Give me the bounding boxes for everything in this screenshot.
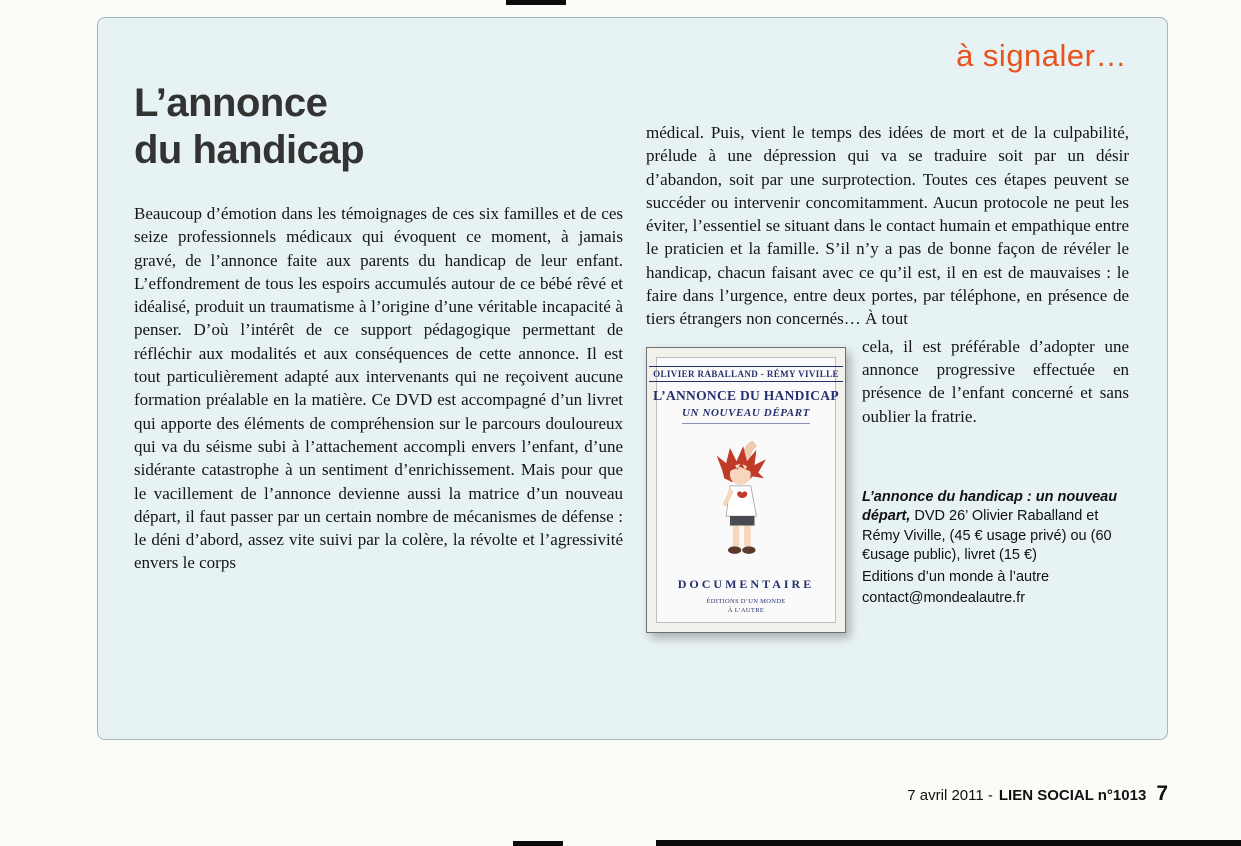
scan-artifact-bottom-left — [513, 841, 563, 846]
dvd-cover-inner — [653, 357, 839, 623]
dvd-authors: OLIVIER RABALLAND - RÉMY VIVILLE — [649, 366, 843, 382]
caption-details: DVD 26’ Olivier Raballand et Rémy Viville, (45 € usage privé) ou (60 €usage public), livret (15 €) — [862, 508, 1112, 564]
right-column — [646, 121, 1129, 633]
dvd-genre: DOCUMENTAIRE — [677, 577, 815, 592]
image-text-wrap — [646, 335, 1129, 633]
dvd-title: L’ANNONCE DU HANDICAP — [653, 387, 839, 403]
left-column — [134, 202, 623, 575]
article-title-line2: du handicap — [134, 128, 365, 173]
section-header: à signaler… — [956, 38, 1127, 73]
dvd-subtitle: UN NOUVEAU DÉPART — [682, 407, 810, 424]
scan-artifact-bottom-right — [656, 840, 1241, 846]
article-panel — [97, 17, 1168, 740]
footer-issue: LIEN SOCIAL n°1013 — [998, 787, 1147, 804]
right-column-text: médical. Puis, vient le temps des idées de mort et de la culpabilité, prélude à une dépression qui va se traduire soit par un désir d’abandon, soit par une surprotection. Toutes ces étapes peuvent se succéder ou intervenir concomitamment. Aucun protocole ne peut les éviter, l’essentiel se situant dans le contact humain et empathique entre le praticien et la famille. S’il n’y a pas de bonne façon de révéler le handicap, chacun faisant avec ce qu’il est, il en est de mauvaises : le faire dans l’urgence, entre deux portes, par téléphone, en présence de tiers étrangers non concernés… À tout — [646, 123, 1129, 329]
page-footer — [907, 782, 1168, 806]
left-column-text: Beaucoup d’émotion dans les témoignages de ces six familles et de ces seize professionnels médicaux qui évoquent ce moment, à jamais gravé, de l’annonce faite aux parents du handicap de leur enfant. L’effondrement de tous les espoirs accumulés autour de ce bébé rêvé et idéalisé, produit un traumatisme à l’origine d’une véritable incapacité à penser. D’où l’intérêt de ce support pédagogique permettant de réfléchir aux modalités et aux conséquences de cette annonce. Il est tout particulièrement adapté aux intervenants qui ne reçoivent aucune formation préalable en la matière. Ce DVD est accompagné d’un livret qui apporte des éléments de compréhension sur le parcours douloureux qui va du séisme subi à l’attachement accompli envers l’enfant, d’une sidérante catastrophe à un sentiment d’enrichissement. Mais pour que le vacillement de l’annonce devienne aussi la matrice d’un nouveau départ, il faut passer par un certain nombre de mécanismes de défense : le déni d’abord, assez vite suivi par la colère, la révolte et l’agressivité envers le corps — [134, 204, 623, 573]
footer-date: 7 avril 2011 - — [907, 787, 993, 804]
child-drawing-icon — [694, 438, 798, 562]
dvd-cover — [646, 347, 846, 633]
dvd-illustration — [663, 424, 829, 577]
wrap-text: cela, il est préférable d’adopter une annonce progressive effectuée en présence de l’enfant concerné et sans oublier la fratrie. — [862, 336, 1129, 426]
caption-title: L’annonce du handicap : un nouveau départ, — [862, 488, 1118, 525]
footer-page-number: 7 — [1156, 782, 1168, 805]
article-title-line1: L’annonce — [134, 81, 328, 125]
caption-contact: contact@mondealautre.fr — [862, 589, 1026, 606]
caption-publisher: Editions d’un monde à l’autre — [862, 568, 1050, 585]
dvd-publisher: ÉDITIONS D’UN MONDE À L’AUTRE — [706, 598, 786, 614]
scan-artifact-top — [506, 0, 566, 5]
article-title — [134, 80, 364, 174]
